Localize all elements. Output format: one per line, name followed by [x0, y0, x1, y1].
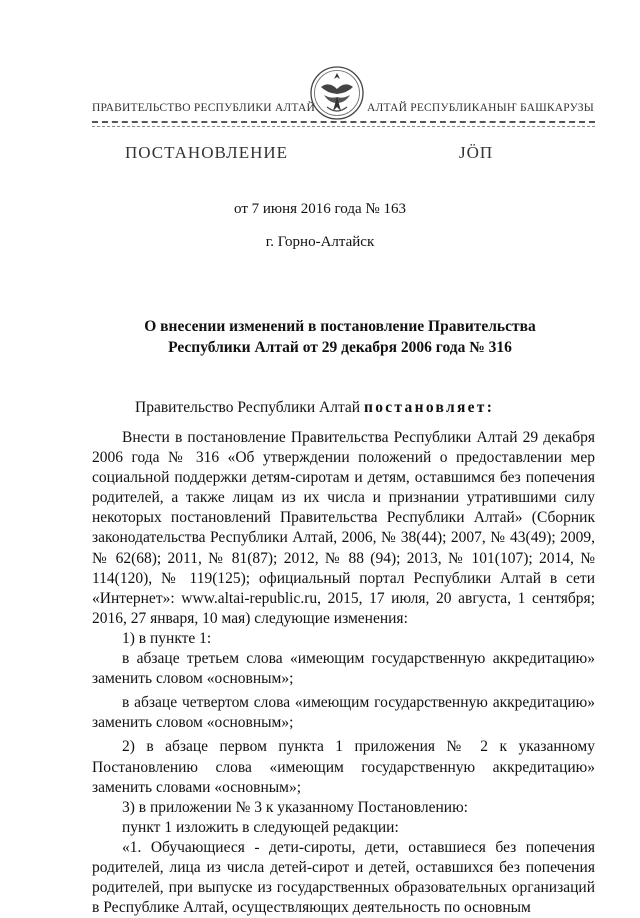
body-paragraph: в абзаце четвертом слова «имеющим государственную аккредитацию» заменить словом «основным»; [92, 694, 595, 732]
body-paragraph: 2) в абзаце первом пункта 1 приложения № 2 к указанному Постановлению слова «имеющим государственную аккредитацию» заменить словами «основным»; [92, 738, 595, 796]
header-rule-thin [92, 126, 595, 127]
body-paragraph: «1. Обучающиеся - дети-сироты, дети, оставшиеся без попечения родителей, лица из числа детей-сирот и детей, оставшихся без попечения родителей, при выпуске из государственных образовательных организаций в Республике Алтай, осуществляющих деятельность по основным [92, 838, 595, 917]
decree-city: г. Горно-Алтайск [265, 234, 375, 250]
body-paragraph: 3) в приложении № 3 к указанному Постановлению: [122, 798, 468, 816]
body-paragraph: в абзаце третьем слова «имеющим государственную аккредитацию» заменить словом «основным»; [92, 650, 595, 688]
document-title [120, 316, 560, 358]
decree-type-ru: ПОСТАНОВЛЕНИЕ [125, 143, 289, 162]
header-government-name-alt: АЛТАЙ РЕСПУБЛИКАНЫҤ БАШКАРУЗЫ [367, 102, 594, 114]
document-body [92, 428, 595, 918]
body-paragraph: Внести в постановление Правительства Республики Алтай 29 декабря 2006 года № 316 «Об утверждении положений о предоставлении мер социальной поддержки детям-сиротам и детям, оставшимся без попечения родителей, а также лицам из их числа и признании утратившими силу некоторых постановлений Правительства Республики Алтай» (Сборник законодательства Республики Алтай, 2006, № 38(44); 2007, № 43(49); 2009, № 62(68); 2011, № 81(87); 2012, № 88 (94); 2013, № 101(107); 2014, № 114(120), № 119(125); официальный портал Республики Алтай в сети «Интернет»: www.altai-republic.ru, 2015, 17 июля, 20 августа, 1 сентября; 2016, 27 января, 10 мая) следующие изменения: [92, 429, 595, 627]
coat-of-arms-emblem-icon [309, 63, 365, 123]
intro-action: постановляет: [363, 399, 495, 416]
decree-date-number: от 7 июня 2016 года № 163 [234, 201, 406, 217]
document-title-line: Республики Алтай от 29 декабря 2006 года № 316 [168, 339, 512, 356]
body-paragraph: 1) в пункте 1: [122, 629, 212, 647]
intro-prefix: Правительство Республики Алтай [135, 399, 364, 416]
document-title-line: О внесении изменений в постановление Правительства [144, 318, 536, 335]
header-rule [92, 121, 595, 123]
intro-line [135, 399, 494, 417]
body-paragraph: пункт 1 изложить в следующей редакции: [122, 818, 399, 836]
decree-type-alt: JÖП [459, 143, 494, 162]
header-government-name-ru: ПРАВИТЕЛЬСТВО РЕСПУБЛИКИ АЛТАЙ [92, 102, 316, 114]
